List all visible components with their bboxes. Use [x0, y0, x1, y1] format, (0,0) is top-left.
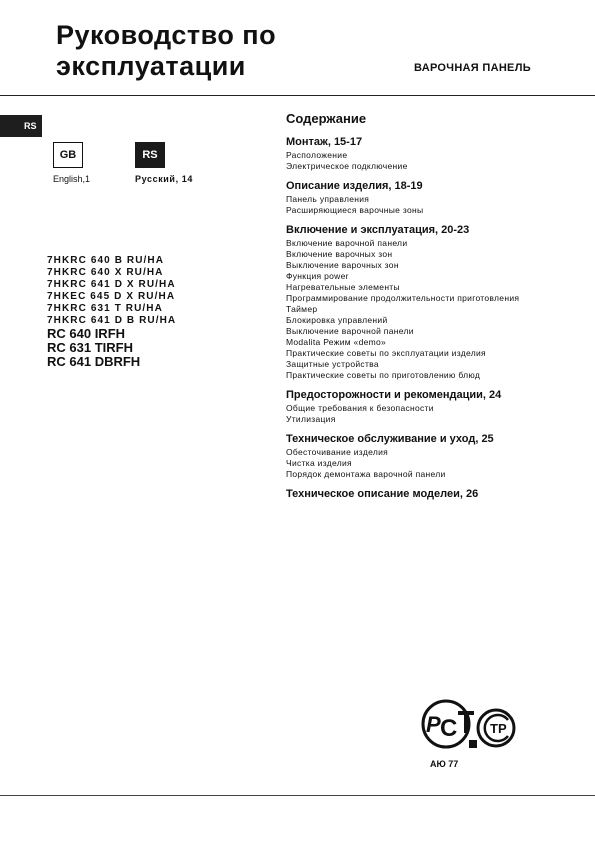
toc-item: Включение варочных зон — [286, 249, 393, 259]
pct-mark-icon — [423, 701, 477, 748]
model-item: 7HKRC 641 D B RU/HA — [47, 315, 177, 326]
model-item: 7HKRC 640 X RU/HA — [47, 267, 164, 278]
toc-item: Обесточивание изделия — [286, 447, 389, 457]
ctp-mark-icon — [478, 710, 514, 746]
side-language-tab: RS — [0, 115, 42, 137]
toc-item: Общие требования к безопасности — [286, 403, 434, 413]
toc-section-heading: Техническое описание моделеи, 26 — [286, 488, 479, 500]
toc-item: Выключение варочных зон — [286, 260, 399, 270]
svg-text:TP: TP — [490, 721, 507, 736]
toc-item: Нагревательные элементы — [286, 282, 400, 292]
toc-item: Порядок демонтажа варочной панели — [286, 469, 446, 479]
footer-divider — [0, 795, 595, 796]
toc-item: Программирование продолжительности приготовления — [286, 293, 520, 303]
header-divider — [0, 95, 595, 96]
page-title — [56, 20, 356, 82]
toc-section — [286, 433, 586, 480]
model-item-large: RC 631 TIRFH — [47, 340, 133, 355]
lang-caption-rs: Русский, 14 — [135, 174, 193, 184]
toc-section-heading: Предосторожности и рекомендации, 24 — [286, 389, 502, 401]
model-item: 7HKRC 640 B RU/HA — [47, 255, 165, 266]
toc-item: Включение варочной панели — [286, 238, 408, 248]
toc-section-heading: Описание изделия, 18-19 — [286, 180, 423, 192]
model-item: 7HKRC 641 D X RU/HA — [47, 279, 176, 290]
toc-item: Практические советы по эксплуатации изделия — [286, 348, 486, 358]
toc-sections — [286, 136, 586, 501]
model-item: 7HKRC 631 T RU/HA — [47, 303, 163, 314]
toc-item: Расположение — [286, 150, 348, 160]
model-list — [47, 255, 267, 369]
toc-item: Блокировка управлений — [286, 315, 388, 325]
toc-item: Расширяющиеся варочные зоны — [286, 205, 424, 215]
model-item-large: RC 640 IRFH — [47, 326, 126, 341]
title-line-1: Руководство по — [56, 20, 277, 50]
toc-item: Modalita Режим «demo» — [286, 337, 387, 347]
toc-section-heading: Техническое обслуживание и уход, 25 — [286, 433, 494, 445]
table-of-contents — [286, 111, 586, 509]
toc-item: Защитные устройства — [286, 359, 379, 369]
lang-box-rs: RS — [135, 142, 165, 168]
toc-item: Таймер — [286, 304, 318, 314]
toc-item: Чистка изделия — [286, 458, 352, 468]
toc-title: Содержание — [286, 111, 367, 126]
model-item: 7HKEC 645 D X RU/HA — [47, 291, 176, 302]
toc-item: Функция power — [286, 271, 349, 281]
title-line-2: эксплуатации — [56, 51, 246, 81]
toc-section — [286, 180, 586, 216]
toc-section-heading: Монтаж, 15-17 — [286, 136, 363, 148]
toc-item: Практические советы по приготовлению блюд — [286, 370, 481, 380]
lang-box-gb: GB — [53, 142, 83, 168]
toc-item: Электрическое подключение — [286, 161, 408, 171]
toc-section — [286, 224, 586, 381]
certification-code: АЮ 77 — [430, 759, 459, 769]
certification-marks — [418, 698, 518, 756]
toc-item: Панель управления — [286, 194, 370, 204]
toc-item: Утилизация — [286, 414, 336, 424]
svg-text:C: C — [440, 715, 458, 742]
lang-caption-gb: English,1 — [53, 174, 91, 184]
toc-section-heading: Включение и эксплуатация, 20-23 — [286, 224, 470, 236]
toc-section — [286, 389, 586, 425]
toc-section — [286, 488, 586, 501]
product-category: ВАРОЧНАЯ ПАНЕЛЬ — [414, 62, 531, 74]
svg-text:P: P — [426, 712, 441, 737]
model-item-large: RC 641 DBRFH — [47, 354, 141, 369]
toc-section — [286, 136, 586, 172]
toc-item: Выключение варочной панели — [286, 326, 414, 336]
